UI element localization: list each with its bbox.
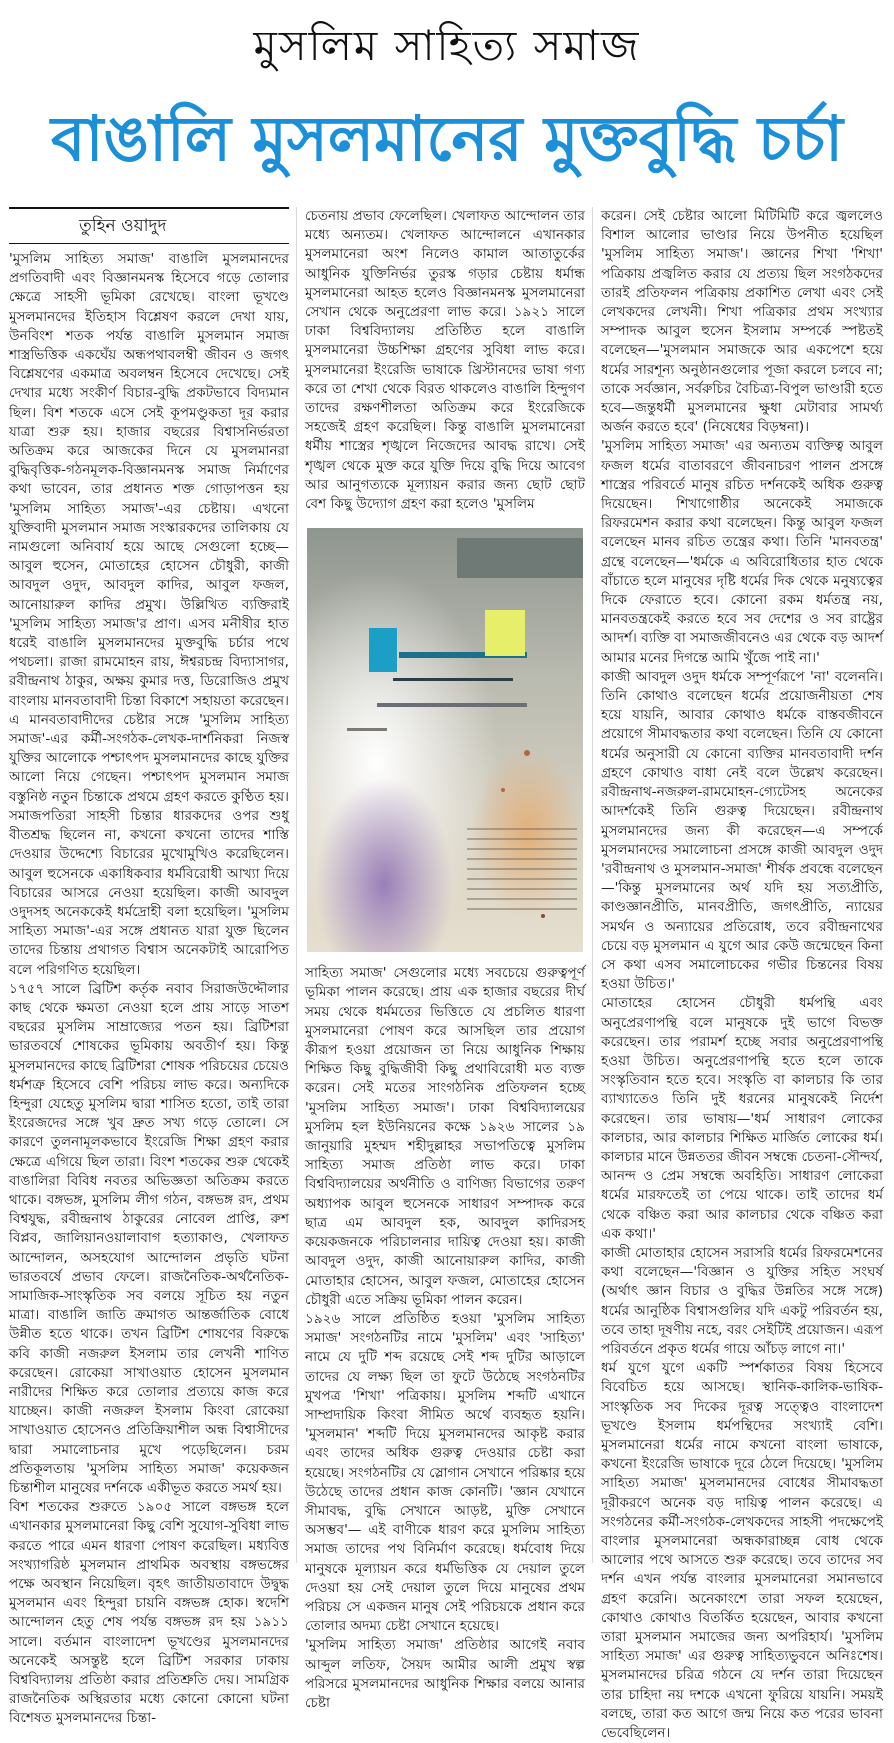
paragraph: মোতাহের হোসেন চৌধুরী ধর্মপন্থি এবং অনুপ্রেরণাপন্থি বলে মানুষকে দুই ভাগে বিভক্ত করেছেন। তার পরামর্শ হচ্ছে সবার অনুপ্রেরণাপন্থি হওয়া উচিত। অনুপ্রেরণাপন্থি হতে হলে তাকে সংস্কৃতিবান হতে হবে। সংস্কৃতি বা কালচার কি তার ব্যাখ্যাতেও তিনি দুই ধরনের মানুষকেই নির্দেশ করেছেন। তার ভাষায়—'ধর্ম সাধারণ লোকের কালচার, আর কালচার শিক্ষিত মার্জিত লোকের ধর্ম। কালচার মানে উন্নততর জীবন সম্বন্ধে চেতনা-সৌন্দর্য, আনন্দ ও প্রেম সম্বন্ধে অবহিতি। সাধারণ লোকেরা ধর্মের মারফতেই তা পেয়ে থাকে। তাই তাদের ধর্ম থেকে বঞ্চিত করা আর কালচার থেকে বঞ্চিত করা এক কথা।': [601, 995, 883, 1242]
byline-top-rule: [9, 207, 289, 209]
paragraph: 'মুসলিম সাহিত্য সমাজ' বাঙালি মুসলমানদের প্রগতিবাদী এবং বিজ্ঞানমনস্ক হিসেবে গড়ে তোলার ক্ষেত্রে সাহসী ভূমিকা রেখেছে। বাংলা ভূখণ্ডে মুসলমানদের ইতিহাস বিশ্লেষণ করলে দেখা যায়, উনবিংশ শতক পর্যন্ত বাঙালি মুসলমান সমাজ শাস্ত্রভিত্তিক একঘেঁয় অন্ধপথাবলম্বী জীবন ও জগৎ বিশ্লেষণের একমাত্র অবলম্বন হিসেবে দেখেছে। সেই দেখার মধ্যে সংকীর্ণ বিচার-বুদ্ধি প্রকটভাবে বিদ্যমান ছিল। বিশ শতকে এসে সেই কূপমণ্ডুকতা দূর করার যাত্রা শুরু হয়। হাজার বছরের বিশ্বাসনির্ভরতা অতিক্রম করে আজকের দিনে যে মুসলমানরা বুদ্ধিবৃত্তিক-গঠনমূলক-বিজ্ঞানমনস্ক সমাজ নির্মাণের কথা ভাবেন, তার প্রধানত শক্ত গোড়াপত্তন হয় 'মুসলিম সাহিত্য সমাজ'-এর চেষ্টায়। এখনো যুক্তিবাদী মুসলমান সমাজ সংস্কারকদের তালিকায় যে নামগুলো অনিবার্য হয়ে আছে সেগুলো হচ্ছে— আবুল হুসেন, মোতাহের হোসেন চৌধুরী, কাজী আবদুল ওদুদ, আবদুল কাদির, আবুল ফজল, আনোয়ারুল কাদির প্রমুখ। উল্লিখিত ব্যক্তিরাই 'মুসলিম সাহিত্য সমাজ'র প্রাণ। এসব মনীষীর হাত ধরেই বাঙালি মুসলমানদের মুক্তবুদ্ধি চর্চার পথে পথচলা। রাজা রামমোহন রায়, ঈশ্বরচন্দ্র বিদ্যাসাগর, রবীন্দ্রনাথ ঠাকুর, অক্ষয় কুমার দত্ত, ডিরোজিও প্রমুখ বাংলায় মানবতাবাদী চিন্তা বিকাশে সহায়তা করেছেন। এ মানবতাবাদীদের চেষ্টার সঙ্গে 'মুসলিম সাহিত্য সমাজ'-এর কর্মী-সংগঠক-লেখক-দার্শনিকরা নিজস্ব যুক্তির আলোকে পশ্চাৎপদ মুসলমানদের কাছে যুক্তির আলো নিয়ে গেছেন। পশ্চাৎপদ মুসলমান সমাজ বস্তুনিষ্ঠ নতুন চিন্তাকে প্রথমে গ্রহণ করতে কুণ্ঠিত হয়। সমাজপতিরা সাহসী চিন্তার ধারকদের ওপর শুধু বীতশ্রদ্ধ ছিলেন না, কখনো কখনো তাদের শাস্তি দেওয়ার উদ্দেশ্যে বিচারের মুখোমুখিও করেছিলেন। আবুল হুসেনকে একাধিকবার ধর্মবিরোধী আখ্যা দিয়ে বিচারের আসরে নেওয়া হয়েছিল। কাজী আবদুল ওদুদসহ অনেককেই ধর্মদ্রোহী বলা হয়েছিল। 'মুসলিম সাহিত্য সমাজ'-এর সঙ্গে প্রধানত যারা যুক্ত ছিলেন তাদের চিন্তায় প্রথাগত বিশ্বাস অনেকটাই আরোপিত বলে পরিগণিত হয়েছিল।: [9, 251, 289, 978]
author-byline: তুহিন ওয়াদুদ: [79, 216, 167, 236]
paragraph: চেতনায় প্রভাব ফেলেছিল। খেলাফত আন্দোলন তার মধ্যে অন্যতম। খেলাফত আন্দোলনে এখানকার মুসলমানেরা অংশ নিলেও কামাল আতাতুর্কের আধুনিক যুক্তিনির্ভর তুরস্ক গড়ার চেষ্টায় ধর্মান্ধ মুসলমানেরা আহত হলেও বিজ্ঞানমনস্ক মুসলমানেরা সেখান থেকে অনুপ্রেরণা লাভ করে। ১৯২১ সালে ঢাকা বিশ্ববিদ্যালয় প্রতিষ্ঠিত হলে বাঙালি মুসলমানেরা উচ্চশিক্ষা গ্রহণের সুবিধা লাভ করে। মুসলমানেরা ইংরেজি ভাষাকে খ্রিস্টানদের ভাষা গণ্য করে তা শেখা থেকে বিরত থাকলেও বাঙালি হিন্দুগণ তাদের রক্ষণশীলতা অতিক্রম করে ইংরেজিকে সহজেই গ্রহণ করেছিল। কিন্তু বাঙালি মুসলমানেরা ধর্মীয় শাস্ত্রের শৃঙ্খলে নিজেদের আবদ্ধ রাখে। সেই শৃঙ্খল থেকে মুক্ত করে যুক্তি দিয়ে বুদ্ধি দিয়ে আবেগ আর আনুগত্যকে মূল্যায়ন করার জন্য ছোট ছোট বেশ কিছু উদ্যোগ গ্রহণ করা হলেও 'মুসলিম: [305, 208, 585, 513]
section-kicker: মুসলিম সাহিত্য সমাজ: [253, 21, 641, 70]
paragraph: কাজী মোতাহার হোসেন সরাসরি ধর্মের রিফরমেশনের কথা বলেছেন—'বিজ্ঞান ও যুক্তির সহিত সংঘর্ষ (অর্থাৎ জ্ঞান বিচার ও বুদ্ধির উন্নতির সঙ্গে সঙ্গে) ধর্মের আনুষ্ঠিক বিশ্বাসগুলির যদি একটু পরিবর্তন হয়, তবে তাহা দূষণীয় নহে, বরং সেইটিই প্রয়োজন। এরূপ পরিবর্তনে প্রকৃত ধর্মের গায়ে আঁচড় লাগে না।': [601, 1244, 883, 1357]
paragraph: ১৭৫৭ সালে ব্রিটিশ কর্তৃক নবাব সিরাজউদ্দৌলার কাছ থেকে ক্ষমতা নেওয়া হলে প্রায় সাড়ে সাতশ বছরের মুসলিম সাম্রাজ্যের পতন হয়। ব্রিটিশরা ভারতবর্ষে শোষকের ভূমিকায় অবতীর্ণ হয়। কিন্তু মুসলমানদের কাছে ব্রিটিশরা শোষক পরিচয়ের চেয়েও ধর্মশত্রু হিসেবে বেশি পরিচয় লাভ করে। অন্যদিকে হিন্দুরা যেহেতু মুসলিম দ্বারা শাসিত হতো, তাই তারা ইংরেজদের সঙ্গে খুব দ্রুত সখ্য গড়ে তোলে। সে কারণে তুলনামূলকভাবে ইংরেজি শিক্ষা গ্রহণ করার ক্ষেত্রে এগিয়ে ছিল তারা। বিংশ শতকের শুরু থেকেই বাঙালিরা বিবিধ নবতর অভিজ্ঞতা অতিক্রম করতে থাকে। বঙ্গভঙ্গ, মুসলিম লীগ গঠন, বঙ্গভঙ্গ রদ, প্রথম বিশ্বযুদ্ধ, রবীন্দ্রনাথ ঠাকুরের নোবেল প্রাপ্তি, রুশ বিপ্লব, জালিয়ানওয়ালাবাগ হত্যাকাণ্ড, খেলাফত আন্দোলন, অসহযোগ আন্দোলন প্রভৃতি ঘটনা ভারতবর্ষে প্রভাব ফেলে। রাজনৈতিক-অর্থনৈতিক-সামাজিক-সাংস্কৃতিক সব বলয়ে সূচিত হয় নতুন মাত্রা। বাঙালি জাতি ক্রমাগত আন্তর্জাতিক বোধে উন্নীত হতে থাকে। তখন ব্রিটিশ শোষণের বিরুদ্ধে কবি কাজী নজরুল ইসলাম তার লেখনী শাণিত করেছেন। রোকেয়া সাখাওয়াত হোসেন মুসলমান নারীদের শিক্ষিত করে তোলার প্রত্যয়ে কাজ করে যাচ্ছেন। কাজী নজরুল ইসলাম কিংবা রোকেয়া সাখাওয়াত হোসেনও প্রতিক্রিয়াশীল অন্ধ বিশ্বাসীদের দ্বারা সমালোচনার মুখে পড়েছিলেন। চরম প্রতিকূলতায় 'মুসলিম সাহিত্য সমাজ' কয়েকজন চিন্তাশীল মানুষের দর্শনকে একীভূত করতে সমর্থ হয়।: [9, 980, 289, 1496]
paragraph: সাহিত্য সমাজ' সেগুলোর মধ্যে সবচেয়ে গুরুত্বপূর্ণ ভূমিকা পালন করেছে। প্রায় এক হাজার বছরের দীর্ঘ সময় থেকে ধর্মমতের ভিত্তিতে যে প্রচলিত ধারণা মুসলমানেরা পোষণ করে আসছিল তার প্রয়োগ কীরূপ হওয়া প্রয়োজন তা নিয়ে আধুনিক শিক্ষায় শিক্ষিত কিছু বুদ্ধিজীবী কিছু প্রথাবিরোধী মত ব্যক্ত করেন। সেই মতের সাংগঠনিক প্রতিফলন হচ্ছে 'মুসলিম সাহিত্য সমাজ'। ঢাকা বিশ্ববিদ্যালয়ের মুসলিম হল ইউনিয়নের কক্ষে ১৯২৬ সালের ১৯ জানুয়ারি মুহম্মদ শহীদুল্লাহর সভাপতিত্বে মুসলিম সাহিত্য সমাজ প্রতিষ্ঠা লাভ করে। ঢাকা বিশ্ববিদ্যালয়ের অর্থনীতি ও বাণিজ্য বিভাগের তরুণ অধ্যাপক আবুল হুসেনকে সাধারণ সম্পাদক করে ছাত্র এম আবদুল হক, আবদুল কাদিরসহ কয়েকজনকে পরিচালনার দায়িত্ব দেওয়া হয়। কাজী আবদুল ওদুদ, কাজী আনোয়ারুল কাদির, কাজী মোতাহার হোসেন, আবুল ফজল, মোতাহের হোসেন চৌধুরী এতে সক্রিয় ভূমিকা পালন করেন।: [305, 965, 585, 1308]
paragraph: 'মুসলিম সাহিত্য সমাজ' প্রতিষ্ঠার আগেই নবাব আব্দুল লতিফ, সৈয়দ আমীর আলী প্রমুখ স্বল্প পরিসরে মুসলমানদের আধুনিক শিক্ষার বলয়ে আনার চেষ্টা: [305, 1637, 585, 1711]
paragraph: 'মুসলিম সাহিত্য সমাজ' এর অন্যতম ব্যক্তিত্ব আবুল ফজল ধর্মের বাতাবরণে জীবনাচরণ পালন প্রসঙ্গে শাস্ত্রের পরিবর্তে মানুষ রচিত দর্শনকেই অধিক গুরুত্ব দিয়েছেন। শিখাগোষ্ঠীর অনেকেই সমাজকে রিফরমেশন করার কথা বলেছেন। কিন্তু আবুল ফজল বলেছেন মানব রচিত তন্ত্রের কথা। তিনি 'মানবতন্ত্র' গ্রন্থে বলেছেন—'ধর্মকে এ অবিরোধিতার হাত থেকে বাঁচাতে হলে মানুষের দৃষ্টি ধর্মের দিক থেকে মনুষ্যত্বের দিকে ফেরাতে হবে। কোনো রকম ধর্মতন্ত্র নয়, মানবতন্ত্রকেই করতে হবে সব দেশের ও সব রাষ্ট্রের আদর্শ। ব্যক্তি বা সমাজজীবনেও এর থেকে বড় আদর্শ আমার মনের দিগন্তে আমি খুঁজে পাই না।': [601, 438, 883, 666]
paragraph: কাজী আবদুল ওদুদ ধর্মকে সম্পূর্ণরূপে 'না' বলেননি। তিনি কোথাও বলেছেন ধর্মের প্রয়োজনীয়তা শেষ হয়ে যায়নি, আবার কোথাও ধর্মকে বাস্তবজীবনে প্রয়োগে সীমাবদ্ধতার কথা বলেছেন। তিনি যে কোনো ধর্মের অনুসারী যে কোনো ব্যক্তির মানবতাবাদী দর্শন গ্রহণে কোথাও বাধা নেই বলে উল্লেখ করেছেন। রবীন্দ্রনাথ-নজরুল-রামমোহন-গ্যেটেসহ অনেকের আদর্শকেই তিনি গুরুত্ব দিয়েছেন। রবীন্দ্রনাথ মুসলমানদের জন্য কী করেছেন—এ সম্পর্কে মুসলমানদের সমালোচনা প্রসঙ্গে কাজী আবদুল ওদুদ 'রবীন্দ্রনাথ ও মুসলমান-সমাজ' শীর্ষক প্রবন্ধে বলেছেন—'কিন্তু মুসলমানের অর্থ যদি হয় সত্যপ্রীতি, কাণ্ডজ্ঞানপ্রীতি, মানবপ্রীতি, জগৎপ্রীতি, ন্যায়ের সমর্থন ও অন্যায়ের প্রতিরোধ, তবে রবীন্দ্রনাথের চেয়ে বড় মুসলমান এ যুগে আর কেউ জন্মেছেন কিনা সে কথা এসব সমালোচকের গভীর চিন্তনের বিষয় হওয়া উচিত।': [601, 668, 883, 993]
paragraph: বিশ শতকের শুরুতে ১৯০৫ সালে বঙ্গভঙ্গ হলে এখানকার মুসলমানেরা কিছু বেশি সুযোগ-সুবিধা লাভ করতে পারে এমন ধারণা পোষণ করেছিল। মধ্যবিত্ত সংখ্যাগরিষ্ঠ মুসলমান প্রাথমিক অবস্থায় বঙ্গভঙ্গের পক্ষে অবস্থান নিয়েছিল। বৃহৎ জাতীয়তাবাদে উদ্বুদ্ধ মুসলমান এবং হিন্দুরা চায়নি বঙ্গভঙ্গ হোক। স্বদেশি আন্দোলন হেতু শেষ পর্যন্ত বঙ্গভঙ্গ রদ হয় ১৯১১ সালে। বর্তমান বাংলাদেশ ভূখণ্ডের মুসলমানদের অনেকেই অসন্তুষ্ট হলে ব্রিটিশ সরকার ঢাকায় বিশ্ববিদ্যালয় প্রতিষ্ঠা করার প্রতিশ্রুতি দেয়। সামগ্রিক রাজনৈতিক অস্থিরতার মধ্যে কোনো কোনো ঘটনা বিশেষত মুসলমানদের চিন্তা-: [9, 1499, 289, 1727]
paragraph: ধর্ম যুগে যুগে একটি স্পর্শকাতর বিষয় হিসেবে বিবেচিত হয়ে আসছে। স্থানিক-কালিক-ভাষিক-সাংস্কৃতিক সব দিকের দূরত্ব সত্ত্বেও বাংলাদেশ ভূখণ্ডে ইসলাম ধর্মপন্থিদের সংখ্যাই বেশি। মুসলমানেরা ধর্মের নামে কখনো বাংলা ভাষাকে, কখনো ইংরেজি ভাষাকে দূরে ঠেলে দিয়েছে। 'মুসলিম সাহিত্য সমাজ' মুসলমানদের বোধের সীমাবদ্ধতা দূরীকরণে অনেক বড় দায়িত্ব পালন করেছে। এ সংগঠনের কর্মী-সংগঠক-লেখকদের সাহসী পদক্ষেপেই বাংলার মুসলমানেরা অন্ধকারাচ্ছন্ন বোধ থেকে আলোর পথে আসতে শুরু করেছে। তবে তাদের সব দর্শন এখন পর্যন্ত বাংলার মুসলমানেরা সমানভাবে গ্রহণ করেনি। অনেকাংশে তারা সফল হয়েছেন, কোথাও কোথাও বিতর্কিত হয়েছেন, আবার কখনো তারা মুসলমান সমাজের জন্য অপরিহার্য। 'মুসলিম সাহিত্য সমাজ' এর গুরুত্ব সাহিত্যভুবনে অনিঃশেষ। মুসলমানদের চরিত্র গঠনে যে দর্শন তারা দিয়েছেন তার চাহিদা নয় দশকে এখনো ফুরিয়ে যায়নি। সময়ই বলছে, তারা কত আগে জন্ম নিয়ে কত পরের ভাবনা ভেবেছিলেন।: [601, 1360, 883, 1742]
article-column-2: [305, 207, 585, 1711]
paragraph: করেন। সেই চেষ্টার আলো মিটিমিটি করে জ্বললেও বিশাল আলোর ভাণ্ডার নিয়ে উপনীত হয়েছিল 'মুসলিম সাহিত্য সমাজ'। জ্ঞানের শিখা 'শিখা' পত্রিকায় প্রজ্বলিত করার যে প্রত্যয় ছিল সংগঠকদের তারই প্রতিফলন পত্রিকায় প্রকাশিত লেখা এবং সেই লেখকদের লেখনী। শিখা পত্রিকার প্রথম সংখ্যার সম্পাদক আবুল হুসেন ইসলাম সম্পর্কে স্পষ্টতই বলেছেন—'মুসলমান সমাজকে আর একপেশে হয়ে ধর্মের সারশূন্য অনুষ্ঠানগুলোর পূজা করলে চলবে না; তাকে সর্বজ্ঞান, সর্বরুচির বৈচিত্র্য-বিপুল ভাণ্ডারী হতে হবে—জন্তুধর্মী মুসলমানের ক্ষুধা মেটাবার সামর্থ্য অর্জন করতে হবে' (নিষেধের বিড়ম্বনা)।: [601, 208, 883, 436]
byline-bottom-rule: [9, 243, 289, 244]
abstract-painting-illustration: [307, 528, 583, 952]
paragraph: ১৯২৬ সালে প্রতিষ্ঠিত হওয়া 'মুসলিম সাহিত্য সমাজ' সংগঠনটির নামে 'মুসলিম' এবং 'সাহিত্য' নামে যে দুটি শব্দ রয়েছে সেই শব্দ দুটির আড়ালে তাদের যে লক্ষ্য ছিল তা ফুটে উঠেছে সংগঠনটির মুখপত্র 'শিখা' পত্রিকায়। মুসলিম শব্দটি এখানে সাম্প্রদায়িক কিংবা সীমিত অর্থে ব্যবহৃত হয়নি। 'মুসলমান' শব্দটি দিয়ে মুসলমানদের আকৃষ্ট করার এবং তাদের অধিক গুরুত্ব দেওয়ার চেষ্টা করা হয়েছে। সংগঠনটির যে স্লোগান সেখানে পরিষ্কার হয়ে উঠেছে তাদের প্রধান কাজ কোনটি। 'জ্ঞান যেখানে সীমাবদ্ধ, বুদ্ধি সেখানে আড়ষ্ট, মুক্তি সেখানে অসম্ভব'— এই বাণীকে ধারণ করে মুসলিম সাহিত্য সমাজ তাদের পথ বিনির্মাণ করেছে। ধর্মবোধ দিয়ে মানুষকে মূল্যায়ন করে ধর্মভিত্তিক যে দেয়াল তুলে দেওয়া হয় সেই দেয়াল তুলে দিয়ে মানুষের প্রথম পরিচয় সে একজন মানুষ সেই পরিচয়কে প্রধান করে তোলার অদম্য চেষ্টা সেখানে হয়েছে।: [305, 1310, 585, 1635]
page-headline: বাঙালি মুসলমানের মুক্তবুদ্ধি চর্চা: [51, 102, 843, 175]
article-column-1: [9, 207, 289, 1727]
column-divider: [592, 207, 593, 1563]
article-column-3: [601, 207, 883, 1742]
column-divider: [296, 207, 297, 1563]
